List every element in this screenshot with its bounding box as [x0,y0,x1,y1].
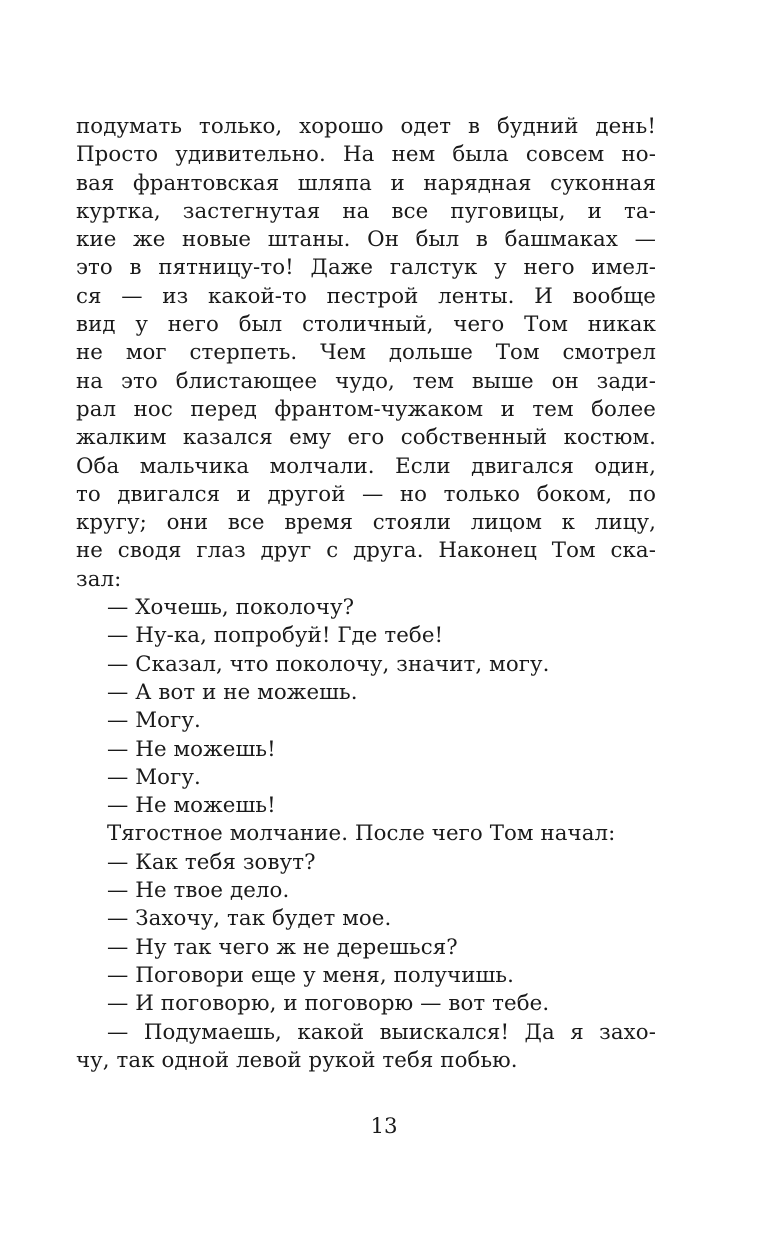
text-line: подумать только, хорошо одет в будний день! [76,114,656,139]
text-line: жалким казался ему его собственный костюм. [76,425,656,451]
dialogue-line: — Хочешь, поколочу? [107,595,355,621]
page-number: 13 [370,1114,398,1139]
text-line: зал: [76,566,122,592]
text-line: на это блистающее чудо, тем выше он зади- [76,368,656,394]
text-line: кругу; они все время стояли лицом к лицу, [76,510,656,536]
dialogue-line: — Могу. [107,764,201,790]
dialogue-line: — Сказал, что поколочу, значит, могу. [107,651,550,677]
text-line: не мог стерпеть. Чем дольше Том смотрел [76,340,656,366]
dialogue-line: — Могу. [107,708,201,734]
dialogue-line: — Подумаешь, какой выискался! Да я захо- [107,1019,656,1045]
dialogue-line: — Поговори еще у меня, получишь. [107,962,514,988]
text-line: вид у него был столичный, чего Том никак [76,312,656,338]
text-line: это в пятницу-то! Даже галстук у него имел- [76,255,656,281]
text-line: чу, так одной левой рукой тебя побью. [76,1047,518,1073]
text-line: рал нос перед франтом-чужаком и тем более [76,396,656,422]
dialogue-line: — Захочу, так будет мое. [107,906,392,932]
dialogue-line: — Не можешь! [107,736,276,762]
text-line: Просто удивительно. На нем была совсем но- [76,142,656,168]
dialogue-line: — Ну-ка, попробуй! Где тебе! [107,623,444,649]
dialogue-line: — А вот и не можешь. [107,679,358,705]
dialogue-line: — И поговорю, и поговорю — вот тебе. [107,991,550,1017]
dialogue-line: — Как тебя зовут? [107,849,316,875]
text-line: вая франтовская шляпа и нарядная суконная [76,170,656,196]
dialogue-line: — Не твое дело. [107,878,290,904]
text-line: то двигался и другой — но только боком, по [76,481,656,507]
text-line: куртка, застегнутая на все пуговицы, и та- [76,198,656,224]
text-line: ся — из какой-то пестрой ленты. И вообще [76,283,656,309]
text-line: Оба мальчика молчали. Если двигался один, [76,453,656,479]
paragraph-line: Тягостное молчание. После чего Том начал: [107,821,616,847]
dialogue-line: — Ну так чего ж не дерешься? [107,934,458,960]
text-line: не сводя глаз друг с друга. Наконец Том ска- [76,538,656,564]
page-body-text [76,113,656,1075]
dialogue-line: — Не можешь! [107,793,276,819]
text-line: кие же новые штаны. Он был в башмаках — [76,227,656,253]
